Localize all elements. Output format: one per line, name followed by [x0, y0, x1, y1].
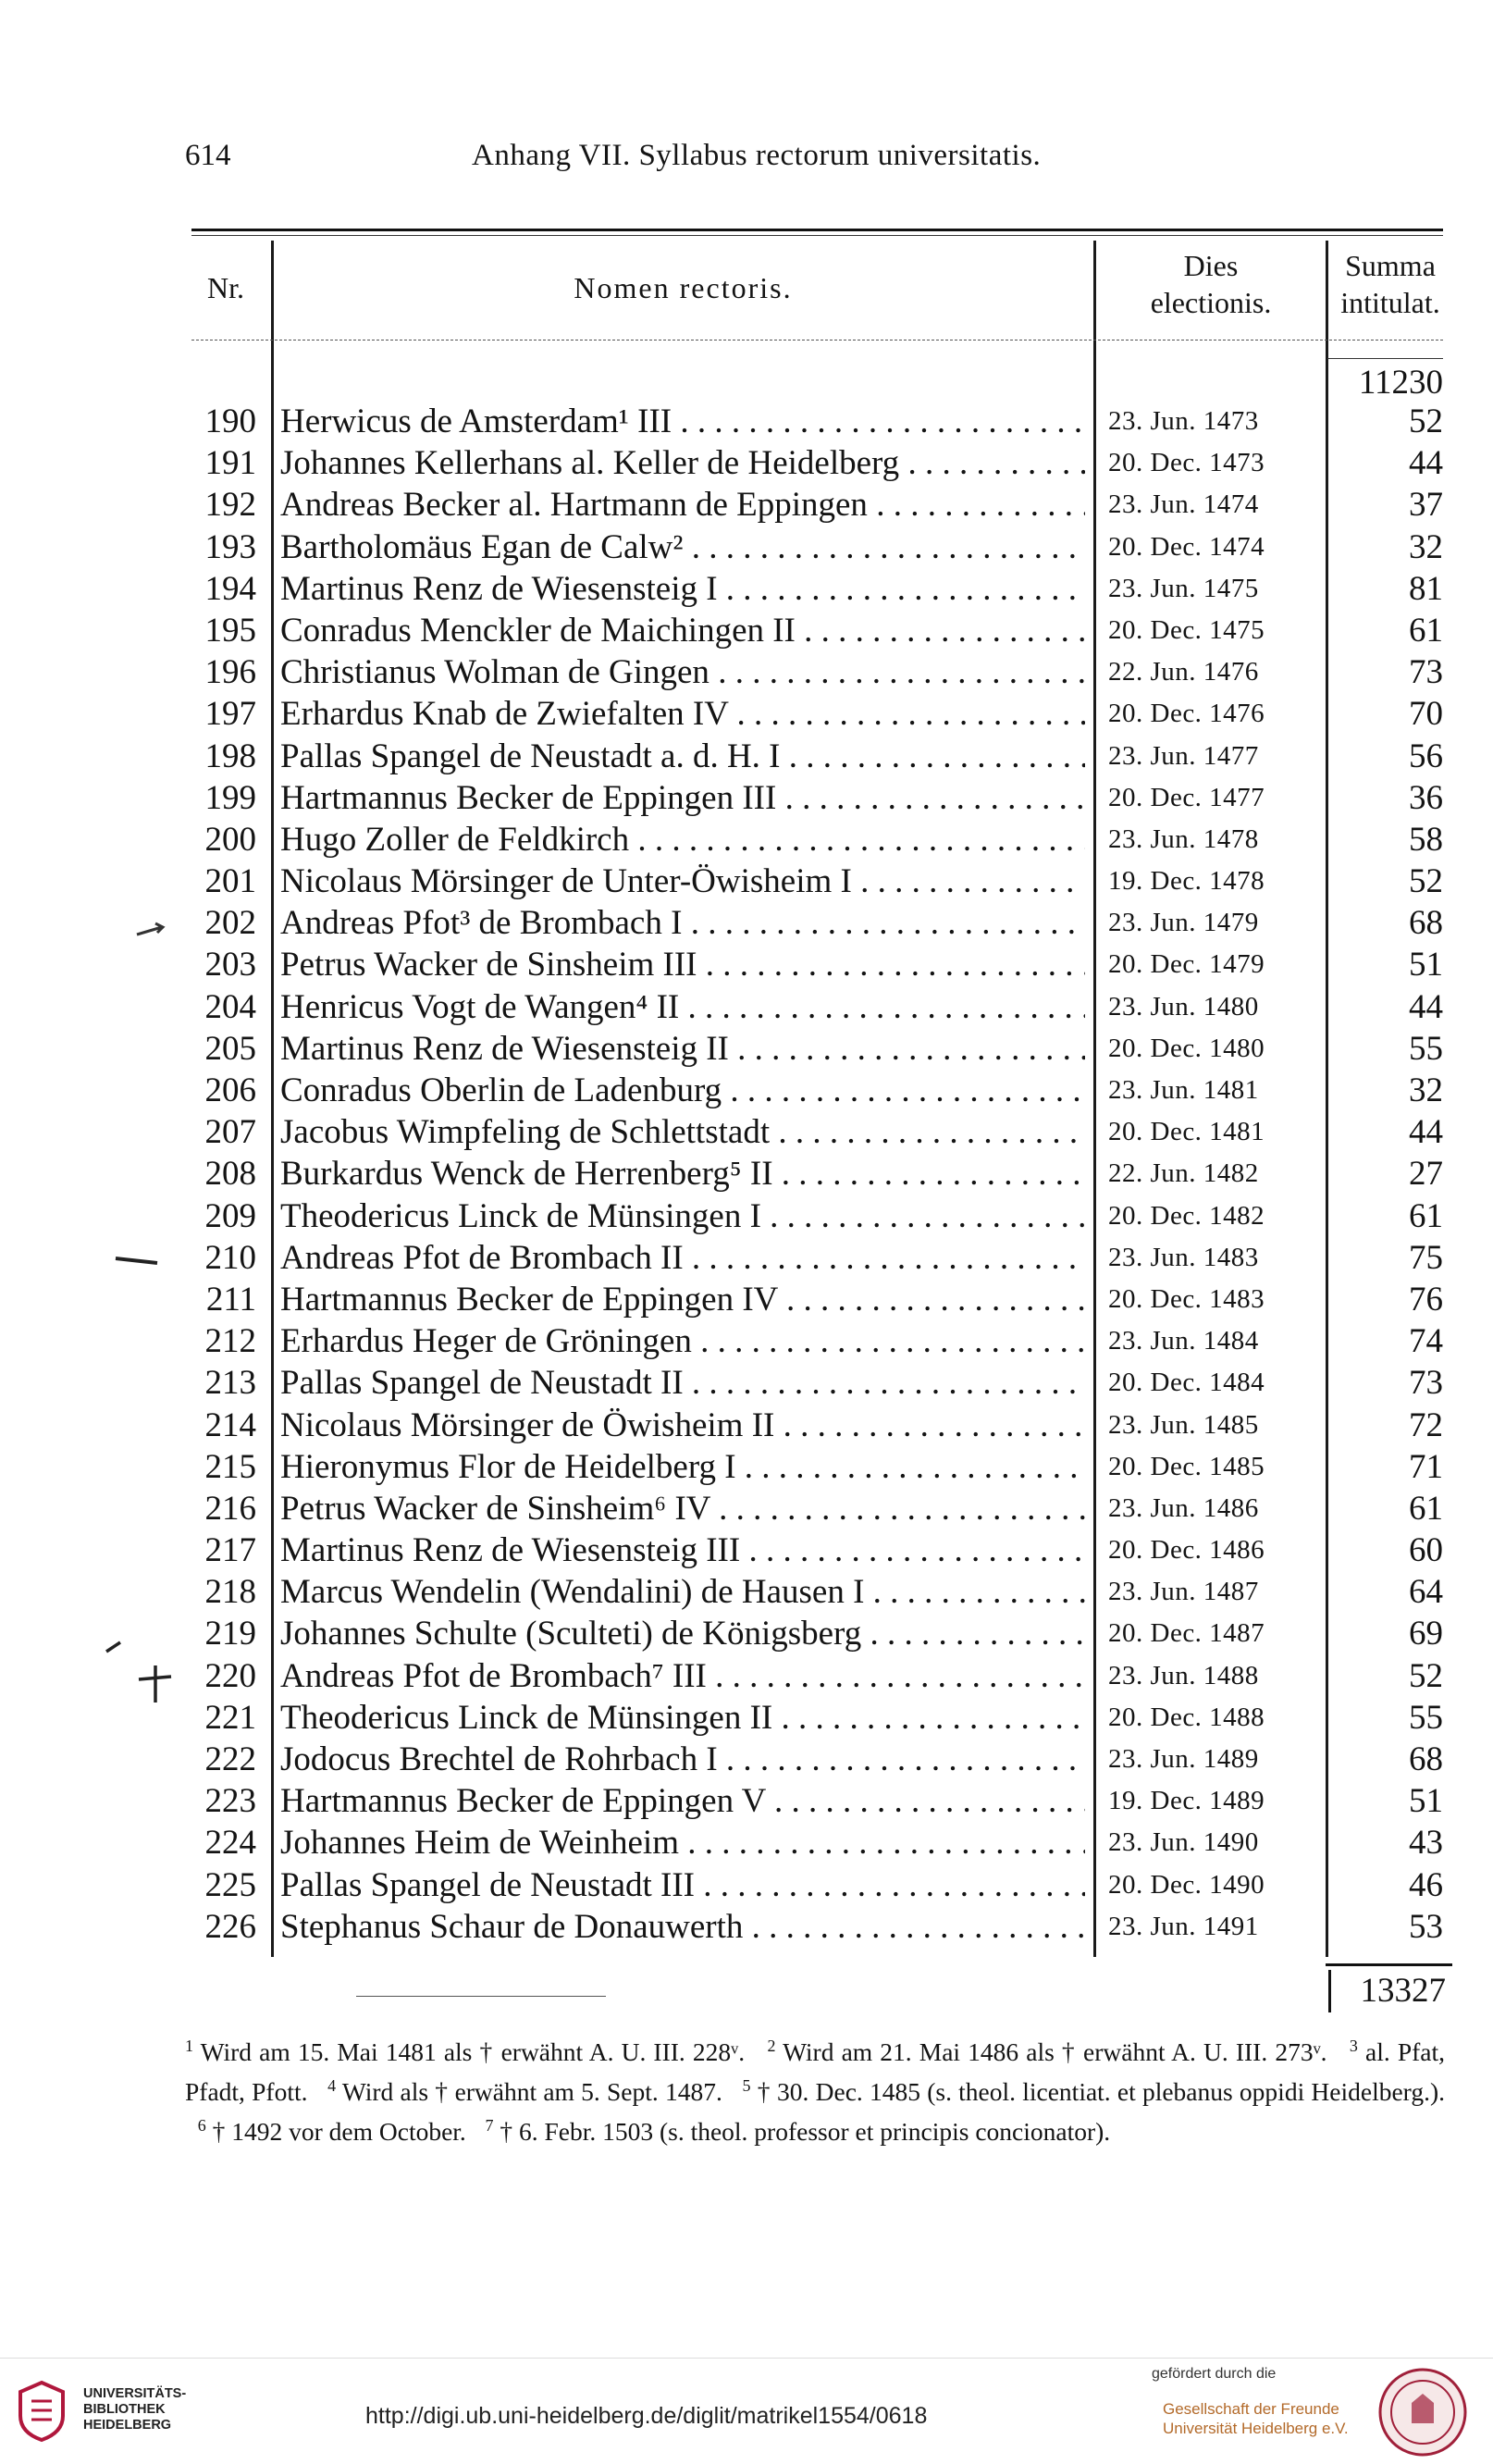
footnote-2: Wird am 21. Mai 1486 als † erwähnt A. U. III. 273ᵛ. [783, 2037, 1327, 2067]
rector-name: Johannes Kellerhans al. Keller de Heidelberg . . . [280, 442, 1085, 484]
carry-over-rule [1327, 358, 1443, 359]
matriculation-count: 69 [1409, 1615, 1443, 1653]
table-row [180, 1822, 1452, 1863]
rector-number: 225 [204, 1865, 256, 1904]
rector-name: Nicolaus Mörsinger de Unter-Öwisheim I . . . [280, 861, 1085, 902]
rector-name: Bartholomäus Egan de Calw² . . . [280, 526, 1085, 568]
table-row [180, 1906, 1452, 1948]
footnote-3: al. Pfat, Pfadt, Pfott. [185, 2037, 1445, 2107]
election-date: 20. Dec. 1486 [1108, 1535, 1265, 1566]
rector-number: 212 [204, 1322, 256, 1361]
table-row [180, 1697, 1452, 1739]
matriculation-count: 44 [1409, 1113, 1443, 1152]
table-row [180, 1655, 1452, 1697]
rector-name: Pallas Spangel de Neustadt II . . . [280, 1362, 1085, 1404]
rector-number: 205 [204, 1029, 256, 1068]
matriculation-count: 32 [1409, 527, 1443, 566]
table-row [180, 1195, 1452, 1237]
election-date: 20. Dec. 1484 [1108, 1368, 1265, 1398]
rector-number: 200 [204, 820, 256, 859]
table-row [180, 693, 1452, 735]
university-name [83, 2386, 186, 2433]
footnote-6: † 1492 vor dem October. [212, 2117, 466, 2147]
rector-number: 208 [204, 1155, 256, 1194]
matriculation-count: 68 [1409, 904, 1443, 943]
rector-name: Jodocus Brechtel de Rohrbach I . . . [280, 1739, 1085, 1780]
rector-number: 216 [204, 1489, 256, 1528]
header-summa-line2: intitulat. [1340, 286, 1440, 319]
matriculation-count: 37 [1409, 486, 1443, 525]
election-date: 20. Dec. 1473 [1108, 448, 1265, 478]
university-line-1: UNIVERSITÄTS- [83, 2386, 187, 2401]
matriculation-count: 44 [1409, 987, 1443, 1026]
table-row [180, 651, 1452, 693]
rector-number: 203 [204, 946, 256, 984]
pencil-mark-icon [130, 916, 185, 953]
rector-number: 215 [204, 1447, 256, 1486]
table-row [180, 610, 1452, 651]
matriculation-count: 56 [1409, 737, 1443, 775]
header-rule [191, 340, 1443, 341]
table-row [180, 1446, 1452, 1488]
table-row [180, 1070, 1452, 1111]
university-seal-icon [15, 2379, 68, 2444]
table-row [180, 1613, 1452, 1654]
election-date: 23. Jun. 1491 [1108, 1911, 1259, 1941]
election-date: 20. Dec. 1488 [1108, 1702, 1265, 1732]
header-dies [1096, 247, 1326, 321]
election-date: 20. Dec. 1487 [1108, 1618, 1265, 1649]
pencil-mark-icon [102, 1628, 176, 1712]
election-date: 22. Jun. 1482 [1108, 1158, 1259, 1189]
election-date: 23. Jun. 1490 [1108, 1827, 1259, 1858]
university-line-2: BIBLIOTHEK [83, 2402, 166, 2417]
matriculation-count: 51 [1409, 946, 1443, 984]
rector-number: 193 [204, 527, 256, 566]
rector-number: 217 [204, 1531, 256, 1570]
matriculation-count: 52 [1409, 1656, 1443, 1695]
rector-name: Hartmannus Becker de Eppingen III . . . [280, 777, 1085, 819]
rector-number: 199 [204, 778, 256, 817]
election-date: 20. Dec. 1490 [1108, 1869, 1265, 1900]
election-date: 23. Jun. 1488 [1108, 1660, 1259, 1690]
total-dash [356, 1996, 606, 1997]
matriculation-count: 27 [1409, 1155, 1443, 1194]
matriculation-count: 46 [1409, 1865, 1443, 1904]
table-row [180, 1028, 1452, 1070]
matriculation-count: 72 [1409, 1405, 1443, 1444]
page-number: 614 [185, 139, 231, 172]
rector-number: 224 [204, 1824, 256, 1863]
table-row [180, 1153, 1452, 1195]
rector-number: 222 [204, 1740, 256, 1778]
university-line-3: HEIDELBERG [83, 2418, 172, 2433]
matriculation-count: 61 [1409, 1489, 1443, 1528]
table-row [180, 902, 1452, 944]
rector-name: Henricus Vogt de Wangen⁴ II . . . [280, 986, 1085, 1028]
rector-number: 190 [204, 402, 256, 440]
rector-number: 221 [204, 1698, 256, 1737]
election-date: 20. Dec. 1480 [1108, 1033, 1265, 1063]
matriculation-count: 73 [1409, 1364, 1443, 1403]
rector-name: Martinus Renz de Wiesensteig II . . . [280, 1028, 1085, 1070]
rector-number: 214 [204, 1405, 256, 1444]
matriculation-count: 51 [1409, 1782, 1443, 1821]
matriculation-count: 70 [1409, 695, 1443, 734]
rector-number: 210 [204, 1238, 256, 1277]
rector-number: 211 [205, 1280, 256, 1319]
election-date: 20. Dec. 1475 [1108, 614, 1265, 645]
rector-name: Conradus Menckler de Maichingen II . . . [280, 610, 1085, 651]
rector-number: 191 [204, 444, 256, 483]
rector-number: 223 [204, 1782, 256, 1821]
matriculation-count: 75 [1409, 1238, 1443, 1277]
rector-number: 198 [204, 737, 256, 775]
footnote-7: † 6. Febr. 1503 (s. theol. professor et principis concionator). [500, 2117, 1111, 2147]
table-row [180, 944, 1452, 985]
table-row [180, 484, 1452, 526]
rector-number: 201 [204, 862, 256, 901]
rector-number: 192 [204, 486, 256, 525]
rector-name: Erhardus Heger de Gröningen . . . [280, 1320, 1085, 1362]
table-row [180, 819, 1452, 861]
header-dies-line2: electionis. [1150, 286, 1272, 319]
table-row [180, 526, 1452, 568]
rector-name: Andreas Pfot de Brombach⁷ III . . . [280, 1655, 1085, 1697]
table-row [180, 1739, 1452, 1780]
footnote-4: Wird als † erwähnt am 5. Sept. 1487. [341, 2077, 722, 2107]
rector-number: 226 [204, 1907, 256, 1946]
table-top-rule [191, 229, 1443, 231]
election-date: 20. Dec. 1476 [1108, 699, 1265, 729]
table-row [180, 1362, 1452, 1404]
matriculation-count: 58 [1409, 820, 1443, 859]
rector-name: Stephanus Schaur de Donauwerth . . . [280, 1906, 1085, 1948]
rector-name: Nicolaus Mörsinger de Öwisheim II . . . [280, 1405, 1085, 1446]
table-top-rule-thin [191, 235, 1443, 236]
matriculation-count: 71 [1409, 1447, 1443, 1486]
table-row [180, 568, 1452, 610]
election-date: 23. Jun. 1483 [1108, 1242, 1259, 1272]
table-row [180, 401, 1452, 442]
table-row [180, 777, 1452, 819]
sponsor-label: gefördert durch die [1152, 2366, 1277, 2382]
matriculation-count: 52 [1409, 862, 1443, 901]
election-date: 22. Jun. 1476 [1108, 657, 1259, 687]
header-summa [1328, 247, 1452, 321]
rector-number: 197 [204, 695, 256, 734]
carry-over-total: 11230 [1358, 364, 1443, 402]
header-summa-line1: Summa [1345, 249, 1436, 282]
rector-number: 207 [204, 1113, 256, 1152]
matriculation-count: 73 [1409, 653, 1443, 692]
matriculation-count: 74 [1409, 1322, 1443, 1361]
election-date: 20. Dec. 1481 [1108, 1117, 1265, 1147]
rector-number: 219 [204, 1615, 256, 1653]
rector-number: 206 [204, 1071, 256, 1109]
election-date: 20. Dec. 1485 [1108, 1451, 1265, 1481]
footnote-1: Wird am 15. Mai 1481 als † erwähnt A. U. III. 228ᵛ. [200, 2037, 746, 2067]
table-row [180, 1571, 1452, 1613]
election-date: 23. Jun. 1489 [1108, 1744, 1259, 1774]
rector-name: Burkardus Wenck de Herrenberg⁵ II . . . [280, 1153, 1085, 1195]
rector-name: Pallas Spangel de Neustadt a. d. H. I . . . [280, 736, 1085, 777]
matriculation-count: 61 [1409, 611, 1443, 650]
rector-number: 213 [204, 1364, 256, 1403]
rector-name: Andreas Becker al. Hartmann de Eppingen . . . [280, 484, 1085, 526]
election-date: 23. Jun. 1478 [1108, 823, 1259, 854]
society-seal-icon [1376, 2366, 1469, 2458]
matriculation-count: 53 [1409, 1907, 1443, 1946]
election-date: 20. Dec. 1483 [1108, 1283, 1265, 1314]
rector-table [180, 229, 1452, 2010]
rector-name: Theodericus Linck de Münsingen II . . . [280, 1697, 1085, 1739]
pencil-mark-icon [111, 1244, 167, 1272]
election-date: 20. Dec. 1477 [1108, 782, 1265, 812]
rector-number: 194 [204, 569, 256, 608]
rector-name: Herwicus de Amsterdam¹ III . . . [280, 401, 1085, 442]
rector-number: 220 [204, 1656, 256, 1695]
matriculation-count: 64 [1409, 1573, 1443, 1612]
table-row [180, 1320, 1452, 1362]
rector-name: Theodericus Linck de Münsingen I . . . [280, 1195, 1085, 1237]
rector-name: Conradus Oberlin de Ladenburg . . . [280, 1070, 1085, 1111]
total-rule [1326, 1963, 1452, 1966]
rector-number: 196 [204, 653, 256, 692]
matriculation-count: 60 [1409, 1531, 1443, 1570]
matriculation-count: 81 [1409, 569, 1443, 608]
election-date: 23. Jun. 1484 [1108, 1326, 1259, 1356]
sponsor-name[interactable] [1163, 2399, 1349, 2438]
matriculation-count: 55 [1409, 1698, 1443, 1737]
election-date: 23. Jun. 1475 [1108, 573, 1259, 603]
sponsor-line-1: Gesellschaft der Freunde [1163, 2400, 1339, 2418]
election-date: 23. Jun. 1474 [1108, 489, 1259, 520]
matriculation-count: 36 [1409, 778, 1443, 817]
election-date: 23. Jun. 1486 [1108, 1492, 1259, 1523]
table-row [180, 736, 1452, 777]
page-title: Anhang VII. Syllabus rectorum universitatis. [472, 139, 1042, 172]
matriculation-count: 43 [1409, 1824, 1443, 1863]
table-row [180, 1279, 1452, 1320]
permalink-url[interactable]: http://digi.ub.uni-heidelberg.de/diglit/matrikel1554/0618 [365, 2403, 928, 2429]
table-row [180, 1864, 1452, 1906]
rector-name: Marcus Wendelin (Wendalini) de Hausen I . . . [280, 1571, 1085, 1613]
sponsor-line-2: Universität Heidelberg e.V. [1163, 2420, 1349, 2437]
rector-name: Petrus Wacker de Sinsheim⁶ IV . . . [280, 1488, 1085, 1529]
election-date: 23. Jun. 1480 [1108, 991, 1259, 1022]
footnotes: $^1$ Wird am 15. Mai 1481 als † erwähnt A. U. III. 228ᵛ. $^2$ Wird am 21. Mai 1486 als † erwähnt A. U. III. 273ᵛ. $^3$ al. Pfat, Pfadt, Pfott. $^4$ Wird als † erwähnt am 5. Sept. 1487. $^5$ † 30. Dec. 1485 (s. theol. licentiat. et plebanus oppidi Heidelberg.). $^6$ † 1492 vor dem October. $^7$ † 6. Febr. 1503 (s. theol. professor et principis concionator). [185, 2037, 1445, 2147]
rector-name: Christianus Wolman de Gingen . . . [280, 651, 1085, 693]
election-date: 23. Jun. 1479 [1108, 908, 1259, 938]
election-date: 20. Dec. 1482 [1108, 1200, 1265, 1231]
rector-name: Martinus Renz de Wiesensteig III . . . [280, 1529, 1085, 1571]
table-row [180, 986, 1452, 1028]
table-row [180, 861, 1452, 902]
rector-number: 209 [204, 1196, 256, 1235]
table-row [180, 1405, 1452, 1446]
table-row [180, 1780, 1452, 1822]
rector-name: Jacobus Wimpfeling de Schlettstadt . . . [280, 1111, 1085, 1153]
grand-total: 13327 [1328, 1970, 1446, 2012]
rector-name: Johannes Heim de Weinheim . . . [280, 1822, 1085, 1863]
table-row [180, 1237, 1452, 1279]
rector-number: 218 [204, 1573, 256, 1612]
digital-library-footer [0, 2358, 1493, 2464]
rector-name: Hartmannus Becker de Eppingen IV . . . [280, 1279, 1085, 1320]
rector-number: 204 [204, 987, 256, 1026]
table-row [180, 1529, 1452, 1571]
election-date: 23. Jun. 1487 [1108, 1577, 1259, 1607]
election-date: 23. Jun. 1481 [1108, 1075, 1259, 1105]
election-date: 19. Dec. 1489 [1108, 1786, 1265, 1816]
matriculation-count: 61 [1409, 1196, 1443, 1235]
rector-name: Hieronymus Flor de Heidelberg I . . . [280, 1446, 1085, 1488]
table-row [180, 1111, 1452, 1153]
election-date: 23. Jun. 1485 [1108, 1409, 1259, 1440]
election-date: 23. Jun. 1473 [1108, 406, 1259, 436]
rector-name: Andreas Pfot de Brombach II . . . [280, 1237, 1085, 1279]
matriculation-count: 52 [1409, 402, 1443, 440]
election-date: 23. Jun. 1477 [1108, 740, 1259, 771]
election-date: 20. Dec. 1479 [1108, 949, 1265, 980]
rector-name: Andreas Pfot³ de Brombach I . . . [280, 902, 1085, 944]
rector-name: Martinus Renz de Wiesensteig I . . . [280, 568, 1085, 610]
matriculation-count: 32 [1409, 1071, 1443, 1109]
rector-name: Pallas Spangel de Neustadt III . . . [280, 1864, 1085, 1906]
table-row [180, 442, 1452, 484]
rector-name: Hugo Zoller de Feldkirch . . . [280, 819, 1085, 861]
matriculation-count: 44 [1409, 444, 1443, 483]
matriculation-count: 55 [1409, 1029, 1443, 1068]
table-body [180, 401, 1452, 1948]
table-row [180, 1488, 1452, 1529]
header-dies-line1: Dies [1183, 249, 1239, 282]
rector-name: Johannes Schulte (Sculteti) de Königsberg . . . [280, 1613, 1085, 1654]
header-nr: Nr. [207, 271, 244, 304]
rector-name: Petrus Wacker de Sinsheim III . . . [280, 944, 1085, 985]
election-date: 20. Dec. 1474 [1108, 531, 1265, 562]
election-date: 19. Dec. 1478 [1108, 866, 1265, 897]
rector-number: 202 [204, 904, 256, 943]
rector-name: Hartmannus Becker de Eppingen V . . . [280, 1780, 1085, 1822]
matriculation-count: 68 [1409, 1740, 1443, 1778]
page-header [185, 139, 1443, 185]
rector-name: Erhardus Knab de Zwiefalten IV . . . [280, 693, 1085, 735]
rector-number: 195 [204, 611, 256, 650]
header-name: Nomen rectoris. [574, 271, 793, 304]
footnote-5: † 30. Dec. 1485 (s. theol. licentiat. et plebanus oppidi Heidelberg.). [757, 2077, 1445, 2107]
matriculation-count: 76 [1409, 1280, 1443, 1319]
